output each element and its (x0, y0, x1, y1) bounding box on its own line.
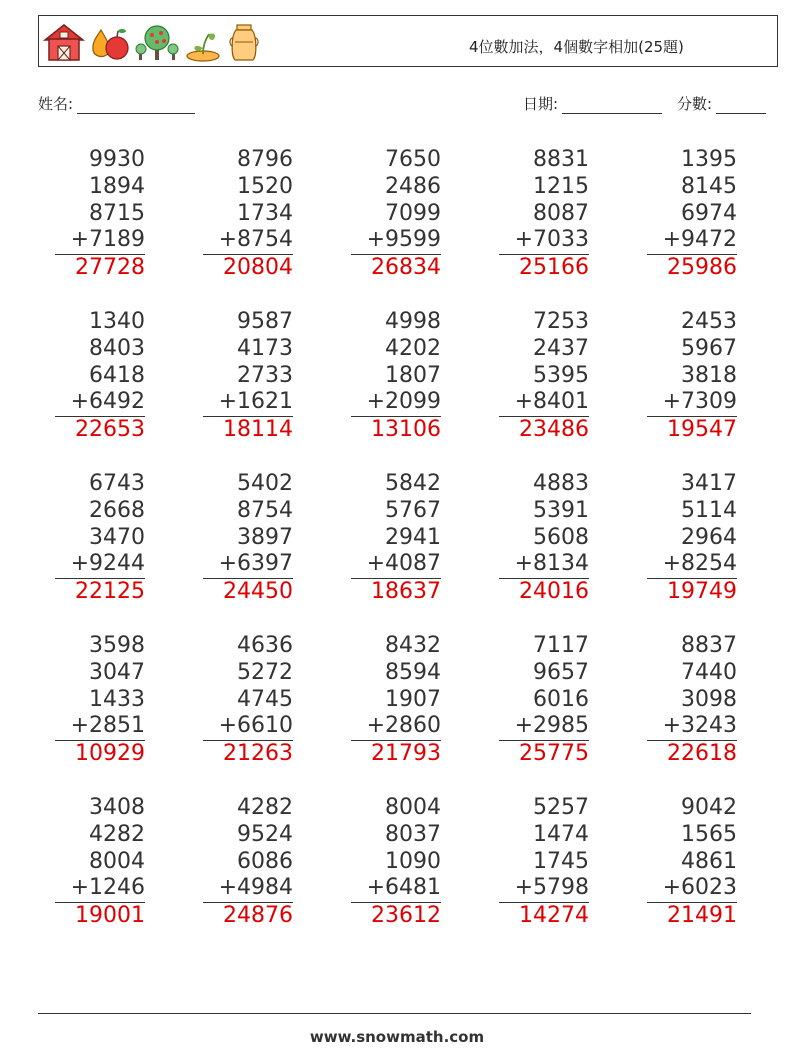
addend-2: 1565 (681, 821, 737, 847)
addend-3: 4745 (237, 686, 293, 712)
problem-13 (351, 471, 441, 606)
addend-2: 9524 (237, 821, 293, 847)
answer: 13106 (371, 417, 441, 443)
addend-4: +4087 (351, 551, 441, 579)
answer: 24016 (519, 579, 589, 605)
addend-1: 7117 (533, 633, 589, 658)
addend-4: +2860 (351, 713, 441, 741)
addend-4: +6610 (203, 713, 293, 741)
addend-1: 5257 (533, 795, 589, 820)
footer-site: www.snowmath.com (309, 1028, 485, 1046)
addend-3: 1745 (533, 848, 589, 874)
answer: 18114 (223, 417, 293, 443)
addend-2: 4282 (89, 821, 145, 847)
header-box (38, 15, 778, 67)
addend-2: 8403 (89, 335, 145, 361)
addend-1: 8837 (681, 633, 737, 658)
addend-4: +1621 (203, 389, 293, 417)
addend-4: +4984 (203, 875, 293, 903)
addend-2: 3047 (89, 659, 145, 685)
addend-4: +6492 (55, 389, 145, 417)
answer: 22618 (667, 741, 737, 767)
sprout-icon (183, 22, 223, 62)
answer: 10929 (75, 741, 145, 767)
addend-3: 5395 (533, 362, 589, 388)
date-label: 日期: (523, 95, 559, 113)
addend-3: 2964 (681, 524, 737, 550)
footer-divider (38, 1013, 751, 1014)
addend-1: 4282 (237, 795, 293, 820)
addend-1: 9587 (237, 309, 293, 334)
addend-4: +1246 (55, 875, 145, 903)
answer: 25166 (519, 255, 589, 281)
addend-2: 5767 (385, 497, 441, 523)
addend-1: 1340 (89, 309, 145, 334)
addend-1: 1395 (681, 147, 737, 172)
addend-3: 2733 (237, 362, 293, 388)
addend-2: 2437 (533, 335, 589, 361)
addend-1: 7253 (533, 309, 589, 334)
addend-1: 5842 (385, 471, 441, 496)
answer: 21793 (371, 741, 441, 767)
answer: 24450 (223, 579, 293, 605)
addend-2: 1215 (533, 173, 589, 199)
pear-apple-icon (89, 22, 131, 62)
addend-1: 8796 (237, 147, 293, 172)
addend-3: 3470 (89, 524, 145, 550)
addend-4: +2985 (499, 713, 589, 741)
addend-3: 3897 (237, 524, 293, 550)
addend-4: +9244 (55, 551, 145, 579)
addend-3: 3818 (681, 362, 737, 388)
addend-1: 4883 (533, 471, 589, 496)
addend-1: 4636 (237, 633, 293, 658)
addend-2: 2486 (385, 173, 441, 199)
addend-4: +8401 (499, 389, 589, 417)
addend-3: 8715 (89, 200, 145, 226)
addend-4: +6023 (647, 875, 737, 903)
addend-1: 8432 (385, 633, 441, 658)
addend-2: 8037 (385, 821, 441, 847)
addend-1: 7650 (385, 147, 441, 172)
addend-3: 1907 (385, 686, 441, 712)
answer: 22125 (75, 579, 145, 605)
answer: 18637 (371, 579, 441, 605)
problem-18 (351, 633, 441, 768)
addend-4: +6397 (203, 551, 293, 579)
addend-4: +6481 (351, 875, 441, 903)
addend-3: 5608 (533, 524, 589, 550)
addend-2: 5967 (681, 335, 737, 361)
problem-7 (203, 309, 293, 444)
addend-4: +5798 (499, 875, 589, 903)
addend-1: 3417 (681, 471, 737, 496)
sheet-title: 4位數加法，4個數字相加(25題) (469, 38, 684, 56)
addend-3: 6016 (533, 686, 589, 712)
problem-10 (647, 309, 737, 444)
addend-2: 8145 (681, 173, 737, 199)
problem-1 (55, 147, 145, 282)
problem-24 (499, 795, 589, 930)
answer: 21491 (667, 903, 737, 929)
addend-2: 5391 (533, 497, 589, 523)
addend-1: 2453 (681, 309, 737, 334)
header-icons (43, 20, 261, 64)
addend-1: 4998 (385, 309, 441, 334)
barn-icon (43, 22, 85, 62)
addend-4: +3243 (647, 713, 737, 741)
problem-16 (55, 633, 145, 768)
addend-1: 9042 (681, 795, 737, 820)
addend-3: 8004 (89, 848, 145, 874)
problem-12 (203, 471, 293, 606)
problem-2 (203, 147, 293, 282)
addend-2: 5114 (681, 497, 737, 523)
addend-4: +8254 (647, 551, 737, 579)
addend-2: 5272 (237, 659, 293, 685)
addend-3: 2941 (385, 524, 441, 550)
problem-9 (499, 309, 589, 444)
addend-2: 1520 (237, 173, 293, 199)
problem-21 (55, 795, 145, 930)
date-blank[interactable] (562, 97, 662, 114)
addend-4: +2099 (351, 389, 441, 417)
name-label: 姓名: (38, 95, 74, 113)
addend-4: +9472 (647, 227, 737, 255)
date-field (523, 93, 662, 114)
problem-8 (351, 309, 441, 444)
name-field (38, 93, 195, 114)
addend-3: 3098 (681, 686, 737, 712)
addend-4: +7309 (647, 389, 737, 417)
addend-4: +8134 (499, 551, 589, 579)
addend-3: 6418 (89, 362, 145, 388)
addend-2: 8594 (385, 659, 441, 685)
addend-2: 4202 (385, 335, 441, 361)
addend-2: 2668 (89, 497, 145, 523)
addend-3: 1734 (237, 200, 293, 226)
score-field (677, 93, 766, 114)
answer: 26834 (371, 255, 441, 281)
problem-19 (499, 633, 589, 768)
addend-3: 1433 (89, 686, 145, 712)
addend-2: 1894 (89, 173, 145, 199)
problem-6 (55, 309, 145, 444)
answer: 20804 (223, 255, 293, 281)
answer: 14274 (519, 903, 589, 929)
score-blank[interactable] (716, 97, 766, 114)
addend-1: 3598 (89, 633, 145, 658)
score-label: 分數: (677, 95, 713, 113)
addend-3: 8087 (533, 200, 589, 226)
answer: 25986 (667, 255, 737, 281)
answer: 19547 (667, 417, 737, 443)
addend-4: +2851 (55, 713, 145, 741)
addend-1: 8831 (533, 147, 589, 172)
addend-2: 9657 (533, 659, 589, 685)
problem-22 (203, 795, 293, 930)
tree-icon (135, 22, 179, 62)
problem-5 (647, 147, 737, 282)
answer: 24876 (223, 903, 293, 929)
addend-2: 7440 (681, 659, 737, 685)
answer: 27728 (75, 255, 145, 281)
jar-icon (227, 22, 261, 62)
answer: 19749 (667, 579, 737, 605)
addend-2: 4173 (237, 335, 293, 361)
addend-4: +9599 (351, 227, 441, 255)
answer: 21263 (223, 741, 293, 767)
addend-3: 4861 (681, 848, 737, 874)
problem-11 (55, 471, 145, 606)
problem-17 (203, 633, 293, 768)
answer: 19001 (75, 903, 145, 929)
name-blank[interactable] (77, 97, 195, 114)
addend-4: +7189 (55, 227, 145, 255)
problem-23 (351, 795, 441, 930)
addend-3: 6974 (681, 200, 737, 226)
problem-3 (351, 147, 441, 282)
addend-4: +8754 (203, 227, 293, 255)
addend-1: 9930 (89, 147, 145, 172)
addend-1: 6743 (89, 471, 145, 496)
addend-3: 1090 (385, 848, 441, 874)
answer: 23486 (519, 417, 589, 443)
problem-14 (499, 471, 589, 606)
addend-2: 8754 (237, 497, 293, 523)
addend-1: 3408 (89, 795, 145, 820)
problem-25 (647, 795, 737, 930)
addend-3: 1807 (385, 362, 441, 388)
answer: 22653 (75, 417, 145, 443)
addend-3: 6086 (237, 848, 293, 874)
answer: 25775 (519, 741, 589, 767)
addend-2: 1474 (533, 821, 589, 847)
addend-3: 7099 (385, 200, 441, 226)
problem-15 (647, 471, 737, 606)
addend-4: +7033 (499, 227, 589, 255)
problem-4 (499, 147, 589, 282)
addend-1: 8004 (385, 795, 441, 820)
problem-20 (647, 633, 737, 768)
answer: 23612 (371, 903, 441, 929)
addend-1: 5402 (237, 471, 293, 496)
